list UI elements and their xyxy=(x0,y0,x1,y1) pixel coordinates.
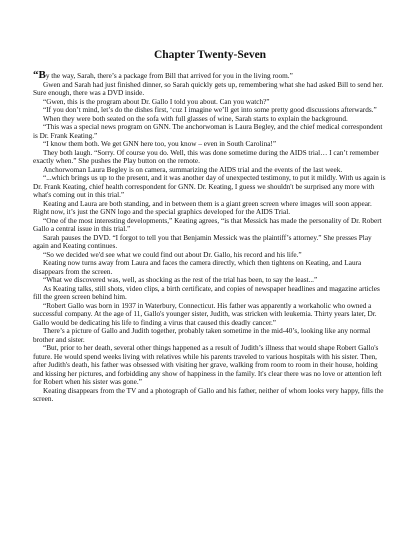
paragraph: When they were both seated on the sofa with full glasses of wine, Sarah starts to explain the background. xyxy=(43,114,348,123)
paragraph: Gwen and Sarah had just finished dinner, so Sarah quickly gets up, remembering what she had asked Bill to send her. Sure enough, there was a DVD inside. xyxy=(33,80,384,97)
opening-quote-mark: “ xyxy=(33,69,39,81)
paragraph: Keating now turns away from Laura and faces the camera directly, which then tightens on Keating, and Laura disappears from the screen. xyxy=(33,259,362,276)
chapter-title: Chapter Twenty-Seven xyxy=(153,49,267,61)
chapter-body xyxy=(33,71,387,404)
paragraph: Anchorwoman Laura Begley is on camera, summarizing the AIDS trial and the events of the last week. xyxy=(43,165,343,174)
paragraph: “If you don’t mind, let’s do the dishes first, ‘cuz I imagine we’ll get into some pretty good discussions afterwards.” xyxy=(43,106,377,114)
paragraph: Sarah pauses the DVD. “I forgot to tell you that Benjamin Messick was the plaintiff’s attorney.” She presses Play again and Keating continues. xyxy=(33,233,372,250)
paragraph: “One of the most interesting developments,” Keating agrees, “is that Messick has made the personality of Dr. Robert Gallo a central issue in this trial.” xyxy=(33,216,382,233)
paragraph: “What we discovered was, well, as shocking as the rest of the trial has been, to say the least...” xyxy=(43,276,318,284)
paragraph: “I know them both. We get GNN here too, you know – even in South Carolina!” xyxy=(43,140,277,148)
paragraph: There’s a picture of Gallo and Judith together, probably taken sometime in the mid-40’s, looking like any normal brother and sister. xyxy=(33,327,371,344)
paragraph: “Robert Gallo was born in 1937 in Waterbury, Connecticut. His father was apparently a workaholic who owned a successful company. At the age of 11, Gallo's younger sister, Judith, was stricken with leukemia. Thirty years later, Dr. Gallo would be dedicating his life to finding a virus that caused this deadly cancer.” xyxy=(33,301,377,327)
opening-paragraph xyxy=(33,71,387,81)
paragraph: As Keating talks, still shots, video clips, a birth certificate, and copies of newspaper headlines and magazine articles fill the green screen behind him. xyxy=(33,284,380,301)
drop-letter: B xyxy=(38,69,46,81)
drop-cap xyxy=(33,69,46,81)
paragraph: “But, prior to her death, several other things happened as a result of Judith’s illness that would shape Robert Gallo's future. He would spend weeks living with relatives while his parents traveled to various hospitals with his sister. Then, after Judith's death, his father was obsessed with visiting her grave, walking from room to room in their house, holding and kissing her pictures, and forbidding any show of happiness in the family. It's clear there was no love or attention left for Robert when his sister was gone.” xyxy=(33,344,382,386)
paragraph: “So we decided we'd see what we could find out about Dr. Gallo, his record and his life.” xyxy=(43,250,302,259)
opening-paragraph-text: y the way, Sarah, there’s a package from Bill that arrived for you in the living room.” xyxy=(45,72,293,80)
paragraph: “...which brings us up to the present, and it was another day of unexpected testimony, to put it mildly. With us again is Dr. Frank Keating, chief health correspondent for GNN. Dr. Keating, I guess we shouldn't be surprised any more with what's coming out in this trial.” xyxy=(33,174,386,199)
paragraph: Keating and Laura are both standing, and in between them is a giant green screen where images will soon appear. Right now, it’s just the GNN logo and the special graphics developed for the AIDS Trial. xyxy=(33,199,372,216)
paragraph: “Gwen, this is the program about Dr. Gallo I told you about. Can you watch?” xyxy=(43,97,270,106)
paragraph: They both laugh. “Sorry. Of course you do. Well, this was done sometime during the AIDS trial… I can’t remember exactly when.” She pushes the Play button on the remote. xyxy=(33,148,379,165)
paragraph: Keating disappears from the TV and a photograph of Gallo and his father, neither of whom looks very happy, fills the screen. xyxy=(33,386,384,403)
paragraph: “This was a special news program on GNN. The anchorwoman is Laura Begley, and the chief medical correspondent is Dr. Frank Keating.” xyxy=(33,123,383,140)
